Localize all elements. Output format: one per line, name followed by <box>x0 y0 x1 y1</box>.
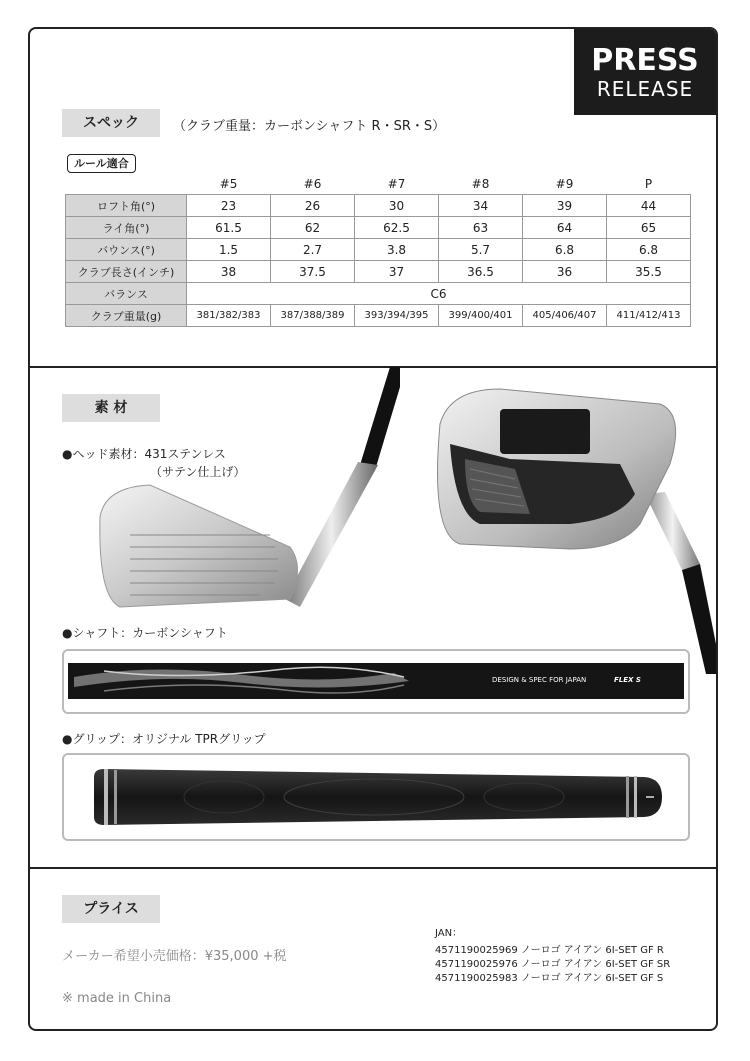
table-cell: 5.7 <box>439 239 523 261</box>
table-row <box>66 195 691 217</box>
table-cell: 36 <box>523 261 607 283</box>
head-finish-label: （サテン仕上げ） <box>150 465 246 479</box>
iron-head-back-image <box>420 384 718 674</box>
shaft-material-label: ●シャフト：カーボンシャフト <box>62 626 228 640</box>
table-cell: 39 <box>523 195 607 217</box>
table-cell: 381/382/383 <box>187 305 271 327</box>
table-cell: 37.5 <box>271 261 355 283</box>
jan-line: 4571190025983 ノーロゴ アイアン 6I-SET GF S <box>435 973 664 984</box>
table-cell: 62 <box>271 217 355 239</box>
jan-line: 4571190025976 ノーロゴ アイアン 6I-SET GF SR <box>435 959 671 970</box>
section-divider <box>30 867 716 869</box>
table-row <box>66 283 691 305</box>
row-label: バランス <box>66 283 187 305</box>
table-cell: 6.8 <box>523 239 607 261</box>
head-material-label: ●ヘッド素材：431ステンレス <box>62 447 226 461</box>
table-cell: 64 <box>523 217 607 239</box>
shaft-flex-text: FLEX S <box>614 676 641 684</box>
table-cell: 1.5 <box>187 239 271 261</box>
press-release-sheet <box>28 27 718 1031</box>
table-cell: 38 <box>187 261 271 283</box>
table-cell: 399/400/401 <box>439 305 523 327</box>
grip-image-box <box>62 753 690 841</box>
table-cell: 3.8 <box>355 239 439 261</box>
table-row <box>66 239 691 261</box>
column-header: #9 <box>555 177 574 191</box>
spec-table-header <box>66 174 691 195</box>
grip-image <box>64 755 688 839</box>
table-cell: 62.5 <box>355 217 439 239</box>
table-cell: 65 <box>607 217 691 239</box>
table-cell: 23 <box>187 195 271 217</box>
row-label: ライ角(°) <box>66 217 187 239</box>
press-label: PRESS <box>591 43 699 78</box>
column-header: P <box>644 177 653 191</box>
table-cell: 61.5 <box>187 217 271 239</box>
jan-title: JAN： <box>435 928 463 939</box>
country-of-origin: ※ made in China <box>62 991 172 1006</box>
spec-subtitle: （クラブ重量：カーボンシャフト R・SR・S） <box>173 119 446 134</box>
row-label: ロフト角(°) <box>66 195 187 217</box>
table-cell: 44 <box>607 195 691 217</box>
table-cell: 393/394/395 <box>355 305 439 327</box>
table-cell: C6 <box>187 283 691 305</box>
table-cell: 30 <box>355 195 439 217</box>
table-cell: 6.8 <box>607 239 691 261</box>
table-cell: 411/412/413 <box>607 305 691 327</box>
jan-line: 4571190025969 ノーロゴ アイアン 6I-SET GF R <box>435 945 664 956</box>
release-label: RELEASE <box>596 77 694 101</box>
table-cell: 387/388/389 <box>271 305 355 327</box>
table-cell: 405/406/407 <box>523 305 607 327</box>
materials-section-label: 素 材 <box>62 394 160 422</box>
shaft-image-box <box>62 649 690 714</box>
price-section-label: プライス <box>62 895 160 923</box>
grip-material-label: ●グリップ：オリジナル TPRグリップ <box>62 732 266 746</box>
table-cell: 2.7 <box>271 239 355 261</box>
table-row <box>66 217 691 239</box>
table-cell: 34 <box>439 195 523 217</box>
spec-section-label: スペック <box>62 109 160 137</box>
shaft-print-text: DESIGN & SPEC FOR JAPAN <box>492 676 587 684</box>
column-header: #8 <box>471 177 490 191</box>
spec-table <box>65 174 691 327</box>
table-cell: 63 <box>439 217 523 239</box>
table-cell: 35.5 <box>607 261 691 283</box>
table-row <box>66 261 691 283</box>
row-label: クラブ長さ(インチ) <box>66 261 187 283</box>
rule-conformity-badge: ルール適合 <box>67 154 136 173</box>
press-release-badge <box>574 29 716 115</box>
table-cell: 37 <box>355 261 439 283</box>
table-cell: 26 <box>271 195 355 217</box>
iron-head-face-image <box>60 367 400 617</box>
column-header: #5 <box>219 177 238 191</box>
table-row <box>66 305 691 327</box>
retail-price: メーカー希望小売価格：¥35,000 +税 <box>62 949 287 964</box>
column-header: #6 <box>303 177 322 191</box>
row-label: クラブ重量(g) <box>66 305 187 327</box>
row-label: バウンス(°) <box>66 239 187 261</box>
column-header: #7 <box>387 177 406 191</box>
table-cell: 36.5 <box>439 261 523 283</box>
shaft-image <box>64 651 688 712</box>
